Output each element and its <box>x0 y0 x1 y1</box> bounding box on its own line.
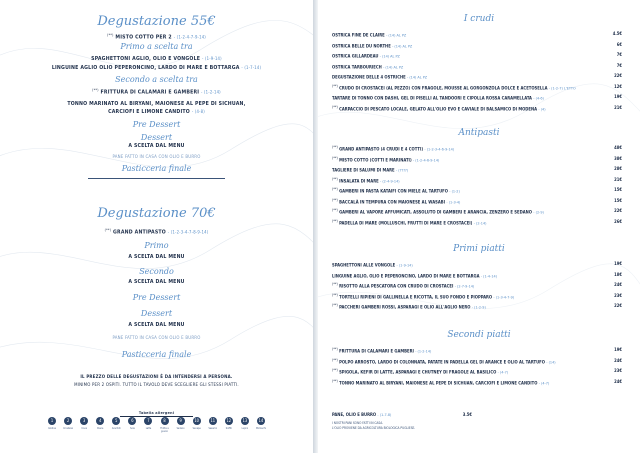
bread-foot2: L'OLIO PROVIENE DA AGRICOLTURA BIOLOGICA PUGLIESE. <box>332 426 416 430</box>
menu-item-row <box>332 94 622 101</box>
menu-item-row <box>332 219 622 226</box>
menu-item-allergens: - (1-2) <box>449 188 460 194</box>
menu-item-text: OSTRICA TARBOURIECH <box>332 63 382 69</box>
menu-item-row <box>332 105 622 112</box>
bread-row <box>332 412 472 419</box>
menu-item-price: 21€ <box>614 104 622 110</box>
allergen-label: Frutta a guscio <box>160 427 169 433</box>
menu-item-text: GRAND ANTIPASTO (4 CRUDI E 4 COTTI) <box>339 146 424 152</box>
menu-item-sup: (**) <box>332 347 338 351</box>
menu-item-allergens: - (1-4-14) <box>480 272 497 278</box>
menu-item-name <box>332 42 412 48</box>
menu1-secondo-1-text: FRITTURA DI CALAMARI E GAMBERI <box>100 89 200 96</box>
menu-divider <box>88 178 225 179</box>
menu2-dessert-choice: A SCELTA DAL MENU <box>128 322 185 328</box>
allergen-icon: 7 <box>144 417 152 425</box>
menu2-dessert-heading: Dessert <box>140 309 173 318</box>
menu1-secondo-1-allergens: - (1-2-14) <box>201 89 221 95</box>
menu-item-text: FRITTURA DI CALAMARI E GAMBERI <box>339 348 414 354</box>
menu-item-row <box>332 347 622 354</box>
menu-item-row <box>332 379 622 386</box>
menu1-primo-2-text: LINGUINE AGLIO OLIO PEPERONCINO, LARDO DI MARE E BOTTARGA <box>51 65 240 71</box>
menu-item-name <box>332 208 544 214</box>
menu-item-allergens: - (2-7-9-14) <box>454 283 475 289</box>
menu-item-price: 7€ <box>616 52 622 57</box>
menu-item-name <box>332 282 474 288</box>
menu2-title: Degustazione 70€ <box>97 206 216 221</box>
menu1-primo-1-text: SPAGHETTONI AGLIO, OLIO E VONGOLE <box>91 56 201 62</box>
menu-item-sup: (**) <box>332 357 338 362</box>
allergen-icon: 4 <box>96 417 104 425</box>
menu-item-text: BACCALÀ IN TEMPURA CON MAIONESE AL WASABI <box>339 198 446 204</box>
menu1-title: Degustazione 55€ <box>97 14 216 29</box>
menu-item-price: 21€ <box>614 176 622 182</box>
menu-item-name <box>332 272 497 278</box>
menu1-primo-2-allergens: - (1-7-14) <box>241 65 262 70</box>
menu-item-sup: (**) <box>332 303 338 307</box>
menu1-dessert-choice: A SCELTA DAL MENU <box>128 143 185 149</box>
menu-item-price: 12€ <box>614 83 622 89</box>
allergen-label: Soia <box>130 427 135 430</box>
menu-item-row <box>332 358 622 365</box>
allergen-row <box>44 417 269 437</box>
section-title: Antipasti <box>458 128 500 138</box>
allergen-icon: 5 <box>112 417 120 425</box>
menu-item-text: MISTO COTTO (COTTI E MARINATI) <box>339 156 412 162</box>
menu-item-row <box>332 368 622 375</box>
menu-item-name <box>332 219 486 225</box>
menu-item-name <box>332 293 514 299</box>
menu-item-text: SPIGOLA, KEFIR DI LATTE, ASPARAGI E CHUTNEY DI FRAGOLE AL BASILICO <box>339 369 497 375</box>
menu-item-row <box>332 63 622 70</box>
menu1-pane: PANE FATTO IN CASA CON OLIO E BURRO <box>112 155 201 160</box>
menu2-line1-sup: (**) <box>104 228 112 232</box>
allergen-icon: 1 <box>48 417 56 425</box>
menu1-line1-text: MISTO COTTO PER 2 <box>115 34 172 41</box>
menu-item-text: TORTELLI RIPIENI DI GALLINELLA E RICOTTA, IL SUO FONDO E PIOPPARO <box>339 293 493 299</box>
allergen-icon: 9 <box>177 417 185 425</box>
menu1-pasticceria-heading: Pasticceria finale <box>121 164 192 173</box>
menu-item-row <box>332 42 622 49</box>
menu-item-sup: (**) <box>332 197 338 202</box>
menu-item-name <box>332 379 549 385</box>
menu1-secondo-2b-text: CARCIOFI E LIMONE CANDITO <box>108 109 190 115</box>
menu-item-sup: (**) <box>332 187 338 191</box>
menu1-secondo-2b <box>0 109 313 115</box>
menu-item-name <box>332 177 400 183</box>
menu-item-price: 48€ <box>614 145 622 150</box>
allergen-icon: 13 <box>242 418 248 423</box>
footnote-line2: MINIMO PER 2 OSPITI. TUTTO IL TAVOLO DEVE SCEGLIERE GLI STESSI PIATTI. <box>74 383 239 388</box>
allergen-label: Glutine <box>48 427 56 430</box>
menu2-primo-heading: Primo <box>144 241 169 250</box>
menu-item-name <box>332 94 544 100</box>
menu-item-allergens: - (14) AL PZ <box>383 63 404 69</box>
menu-item-allergens: - (1-2-3-4-6-9-14) <box>424 146 455 152</box>
menu-item-allergens: - (2-4-9-14) <box>380 177 400 183</box>
menu-item-sup: (**) <box>332 378 338 383</box>
menu-item-sup: (**) <box>332 83 338 88</box>
menu-item-row <box>332 73 622 80</box>
allergen-label: Molluschi <box>255 427 266 430</box>
menu-item-text: GAMBERI AL VAPORE AFFUMICATI, ASSOLUTO DI GAMBERI E ARANCIA, ZENZERO E SEDANO <box>339 209 532 215</box>
allergen-label: Lupini <box>241 427 249 430</box>
allergen-label: Solfiti <box>225 427 232 430</box>
footnote-line1: IL PREZZO DELLE DEGUSTAZIONI È DA INTENDERSI A PERSONA. <box>80 375 233 380</box>
menu-item-price: 18€ <box>614 271 622 277</box>
menu-item-price: 19€ <box>614 261 622 266</box>
menu-item-row <box>332 293 622 300</box>
menu-item-allergens: - (14) <box>546 358 556 364</box>
menu2-line1-text: GRAND ANTIPASTO <box>113 229 166 236</box>
menu-item-price: 23€ <box>614 292 622 298</box>
menu2-secondo-heading: Secondo <box>139 267 174 276</box>
allergen-label: Latte <box>145 427 152 430</box>
allergen-table-title <box>120 410 193 417</box>
menu-item-row <box>332 208 622 215</box>
allergen-label: Arachidi <box>111 427 121 430</box>
menu-item-allergens: - (14) AL PZ <box>386 32 407 38</box>
allergen-icon: 12 <box>226 418 232 423</box>
menu-item-allergens: - (4-7) <box>497 369 509 375</box>
menu-item-price: 22€ <box>614 208 622 213</box>
menu1-dessert-heading: Dessert <box>140 133 173 142</box>
menu-item-price: 23€ <box>614 368 622 373</box>
allergen-icon: 11 <box>210 418 216 423</box>
menu2-pane: PANE FATTO IN CASA CON OLIO E BURRO <box>112 336 201 341</box>
menu-item-text: TAGLIERE DI SALUMI DI MARE <box>332 167 395 173</box>
menu-item-name <box>332 52 400 58</box>
menu-item-sup: (**) <box>332 208 338 212</box>
menu-item-text: CARPACCIO DI PESCATO LOCALE, GELATO ALL'OLIO EVO E CAVIALE DI BALSAMICO DI MODENA <box>339 105 538 111</box>
allergen-icon: 10 <box>194 418 199 423</box>
menu-item-price: 22€ <box>614 303 622 308</box>
menu-item-name <box>332 261 413 267</box>
menu-item-name <box>332 166 408 172</box>
allergen-label: Senape <box>192 427 201 430</box>
menu-item-allergens: - (1-2-4-6-9-14) <box>412 156 440 162</box>
section-title: Secondi piatti <box>447 330 511 340</box>
menu-item-name <box>332 105 546 111</box>
menu-item-name <box>332 145 454 151</box>
right-menu-page <box>318 0 640 453</box>
menu1-primo-1-allergens: - (1-9-14) <box>202 56 222 61</box>
menu-item-row <box>332 31 622 38</box>
menu-item-allergens: - (2-9) <box>533 209 544 215</box>
menu2-primo-choice: A SCELTA DAL MENU <box>128 254 185 260</box>
menu-item-row <box>332 177 622 184</box>
menu-item-price: 24€ <box>614 378 622 384</box>
menu-item-price: 19€ <box>614 347 622 352</box>
menu-item-row <box>332 166 622 173</box>
allergen-label: Uova <box>81 427 87 430</box>
menu1-line1 <box>0 33 313 41</box>
menu-item-sup: (**) <box>332 155 338 160</box>
menu-item-price: 26€ <box>614 218 622 224</box>
menu-item-text: PADELLA DI MARE (MOLLUSCHI, FRUTTI DI MARE E CROSTACEI) <box>339 219 473 225</box>
menu-item-row <box>332 84 622 91</box>
menu-item-allergens: - (1-3-4-7-9) <box>493 293 515 299</box>
menu-item-text: POLPO ARROSTO, LARDO DI COLONNATA, PATATE IN PADELLA GEL DI ARANCE E OLIO AL TARTUFO <box>339 358 545 364</box>
menu-item-price: 15€ <box>614 187 622 192</box>
menu-item-row <box>332 261 622 268</box>
menu-item-sup: (**) <box>332 176 338 181</box>
menu1-secondo-2-allergens: - (4-8) <box>191 109 205 114</box>
menu-item-allergens: - (14) AL PZ <box>407 74 428 80</box>
menu-item-text: DEGUSTAZIONE DELLE 4 OSTRICHE <box>332 74 406 80</box>
menu-item-text: TONNO MARINATO AL BIRYANI, MAIONESE AL PEPE DI SICHUAN, CARCIOFI E LIMONE CANDITO <box>339 379 538 385</box>
section-title: I crudi <box>463 14 495 24</box>
menu-item-row <box>332 187 622 194</box>
menu-item-allergens: - (4-7) <box>538 379 550 385</box>
menu-item-allergens: - (14) AL PZ <box>379 53 400 59</box>
allergen-label: Sesamo <box>208 427 218 430</box>
menu1-primo-1 <box>0 56 313 62</box>
bread-allergens: - (1-7-8) <box>377 412 392 417</box>
menu-item-price: 7€ <box>616 62 622 68</box>
allergen-icon: 14 <box>258 418 264 423</box>
menu1-line1-allergens: - (1-2-4-7-9-14) <box>173 34 206 40</box>
menu-item-sup: (**) <box>332 368 338 372</box>
menu-item-text: TARTARE DI TONNO CON DASHI, GEL DI PISELLI AL TANDOORI E CIPOLLA ROSSA CARAMELLATA <box>332 95 532 101</box>
bread-name <box>332 412 391 417</box>
menu-item-price: 38€ <box>614 155 622 161</box>
menu-item-text: LINGUINE AGLIO, OLIO E PEPERONCINO, LARDO DI MARE E BOTTARGA <box>332 272 480 278</box>
menu-item-row <box>332 198 622 205</box>
menu1-secondo-1-sup: (**) <box>92 88 99 92</box>
menu-item-allergens: - (4-6) <box>533 95 544 101</box>
menu-item-allergens: - (????) <box>395 167 409 173</box>
menu1-primo-heading: Primo a scelta tra <box>120 42 193 51</box>
bread-name-text: PANE, OLIO E BURRO <box>332 412 377 417</box>
menu-item-price: 24€ <box>614 357 622 363</box>
menu-item-allergens: - (4) <box>538 105 546 111</box>
menu-item-row <box>332 272 622 279</box>
menu-item-allergens: - (14) AL PZ <box>392 42 413 48</box>
menu-item-sup: (**) <box>332 282 338 286</box>
menu-item-text: OSTRICA FINE DE CLAIRE <box>332 32 385 38</box>
menu-item-name <box>332 84 576 90</box>
allergen-table-title-text: Tabella allergeni <box>138 410 175 415</box>
menu-item-row <box>332 282 622 289</box>
allergen-icon: 2 <box>64 417 72 425</box>
menu1-secondo-heading: Secondo a scelta tra <box>115 75 198 84</box>
menu-item-text: INSALATA DI MARE <box>339 177 379 183</box>
menu-item-text: RISOTTO ALLA PESCATORA CON CRUDO DI CROSTACEI <box>339 283 454 289</box>
bread-foot1: I NOSTRI PANI SONO FATTI IN CASA. <box>332 421 384 425</box>
menu-item-text: CRUDO DI CROSTACEI (AL PEZZO) CON FRAGOLE, MOUSSE AL GORGONZOLA DOLCE E ACETOSELLA <box>339 84 548 90</box>
allergen-icon: 8 <box>161 417 169 425</box>
menu-item-name <box>332 358 556 364</box>
left-menu-page <box>0 0 313 453</box>
menu-item-row <box>332 52 622 59</box>
menu-item-sup: (**) <box>332 292 338 297</box>
menu-item-allergens: - (1-2-9) <box>471 304 486 310</box>
menu-item-name <box>332 31 406 37</box>
menu2-predessert-heading: Pre Dessert <box>132 293 181 302</box>
menu-item-sup: (**) <box>332 104 338 109</box>
menu-item-price: 6€ <box>616 41 622 47</box>
allergen-label: Sedano <box>176 427 185 430</box>
menu1-secondo-1 <box>0 88 313 96</box>
menu-item-allergens: - (1-9-14) <box>396 262 413 268</box>
menu-item-allergens: - (1-2-7) L'ETTO <box>548 84 576 90</box>
menu1-predessert-heading: Pre Dessert <box>132 120 181 129</box>
menu-item-text: OSTRICA BELLE DU NORTHE <box>332 42 391 48</box>
menu-item-price: 15€ <box>614 197 622 203</box>
menu1-primo-2 <box>0 65 313 71</box>
menu-item-price: 19€ <box>614 94 622 99</box>
menu-item-name <box>332 187 460 193</box>
menu-item-allergens: - (2-14) <box>473 219 487 225</box>
allergen-icon: 3 <box>80 417 88 425</box>
menu-item-text: SPAGHETTONI ALLE VONGOLE <box>332 262 396 268</box>
menu-item-name <box>332 156 439 162</box>
menu-item-text: GAMBERI IN PASTA KATAIFI CON MIELE AL TARTUFO <box>339 188 448 194</box>
menu-item-sup: (**) <box>332 145 338 149</box>
menu-item-price: 22€ <box>614 73 622 78</box>
menu-item-name <box>332 198 460 204</box>
menu-item-price: 24€ <box>614 282 622 287</box>
menu2-pasticceria-heading: Pasticceria finale <box>121 350 192 359</box>
allergen-label: Crostacei <box>63 427 74 430</box>
menu-item-name <box>332 73 427 79</box>
menu-item-allergens: - (1-3-4) <box>446 198 461 204</box>
menu2-line1-allergens: - (1-2-3-4-7-8-9-14) <box>167 229 209 235</box>
menu2-line1 <box>0 228 313 236</box>
menu-item-row <box>332 303 622 310</box>
allergen-icon: 6 <box>128 417 136 425</box>
menu-item-text: OSTRICA GILLARDEAU <box>332 53 379 59</box>
menu-item-name <box>332 368 508 374</box>
menu-item-price: 28€ <box>614 166 622 171</box>
section-title: Primi piatti <box>453 244 505 254</box>
menu-item-row <box>332 156 622 163</box>
menu-item-price: 4.5€ <box>612 31 622 36</box>
menu-item-row <box>332 145 622 152</box>
menu-item-sup: (**) <box>332 218 338 223</box>
allergen-label: Pesce <box>97 427 104 430</box>
menu1-secondo-2a: TONNO MARINATO AL BIRYANI, MAIONESE AL PEPE DI SICHUAN, <box>67 101 246 107</box>
menu2-secondo-choice: A SCELTA DAL MENU <box>128 279 185 285</box>
menu-item-name <box>332 63 403 69</box>
menu1-line1-sup: (**) <box>107 33 114 37</box>
menu-item-name <box>332 303 486 309</box>
bread-price: 3.5€ <box>462 412 472 417</box>
menu-item-text: PACCHERI GAMBERI ROSSI, ASPARAGI E OLIO ALL'AGLIO NERO <box>339 304 471 310</box>
menu-item-allergens: - (1-2-14) <box>415 348 432 354</box>
menu-item-name <box>332 347 431 353</box>
